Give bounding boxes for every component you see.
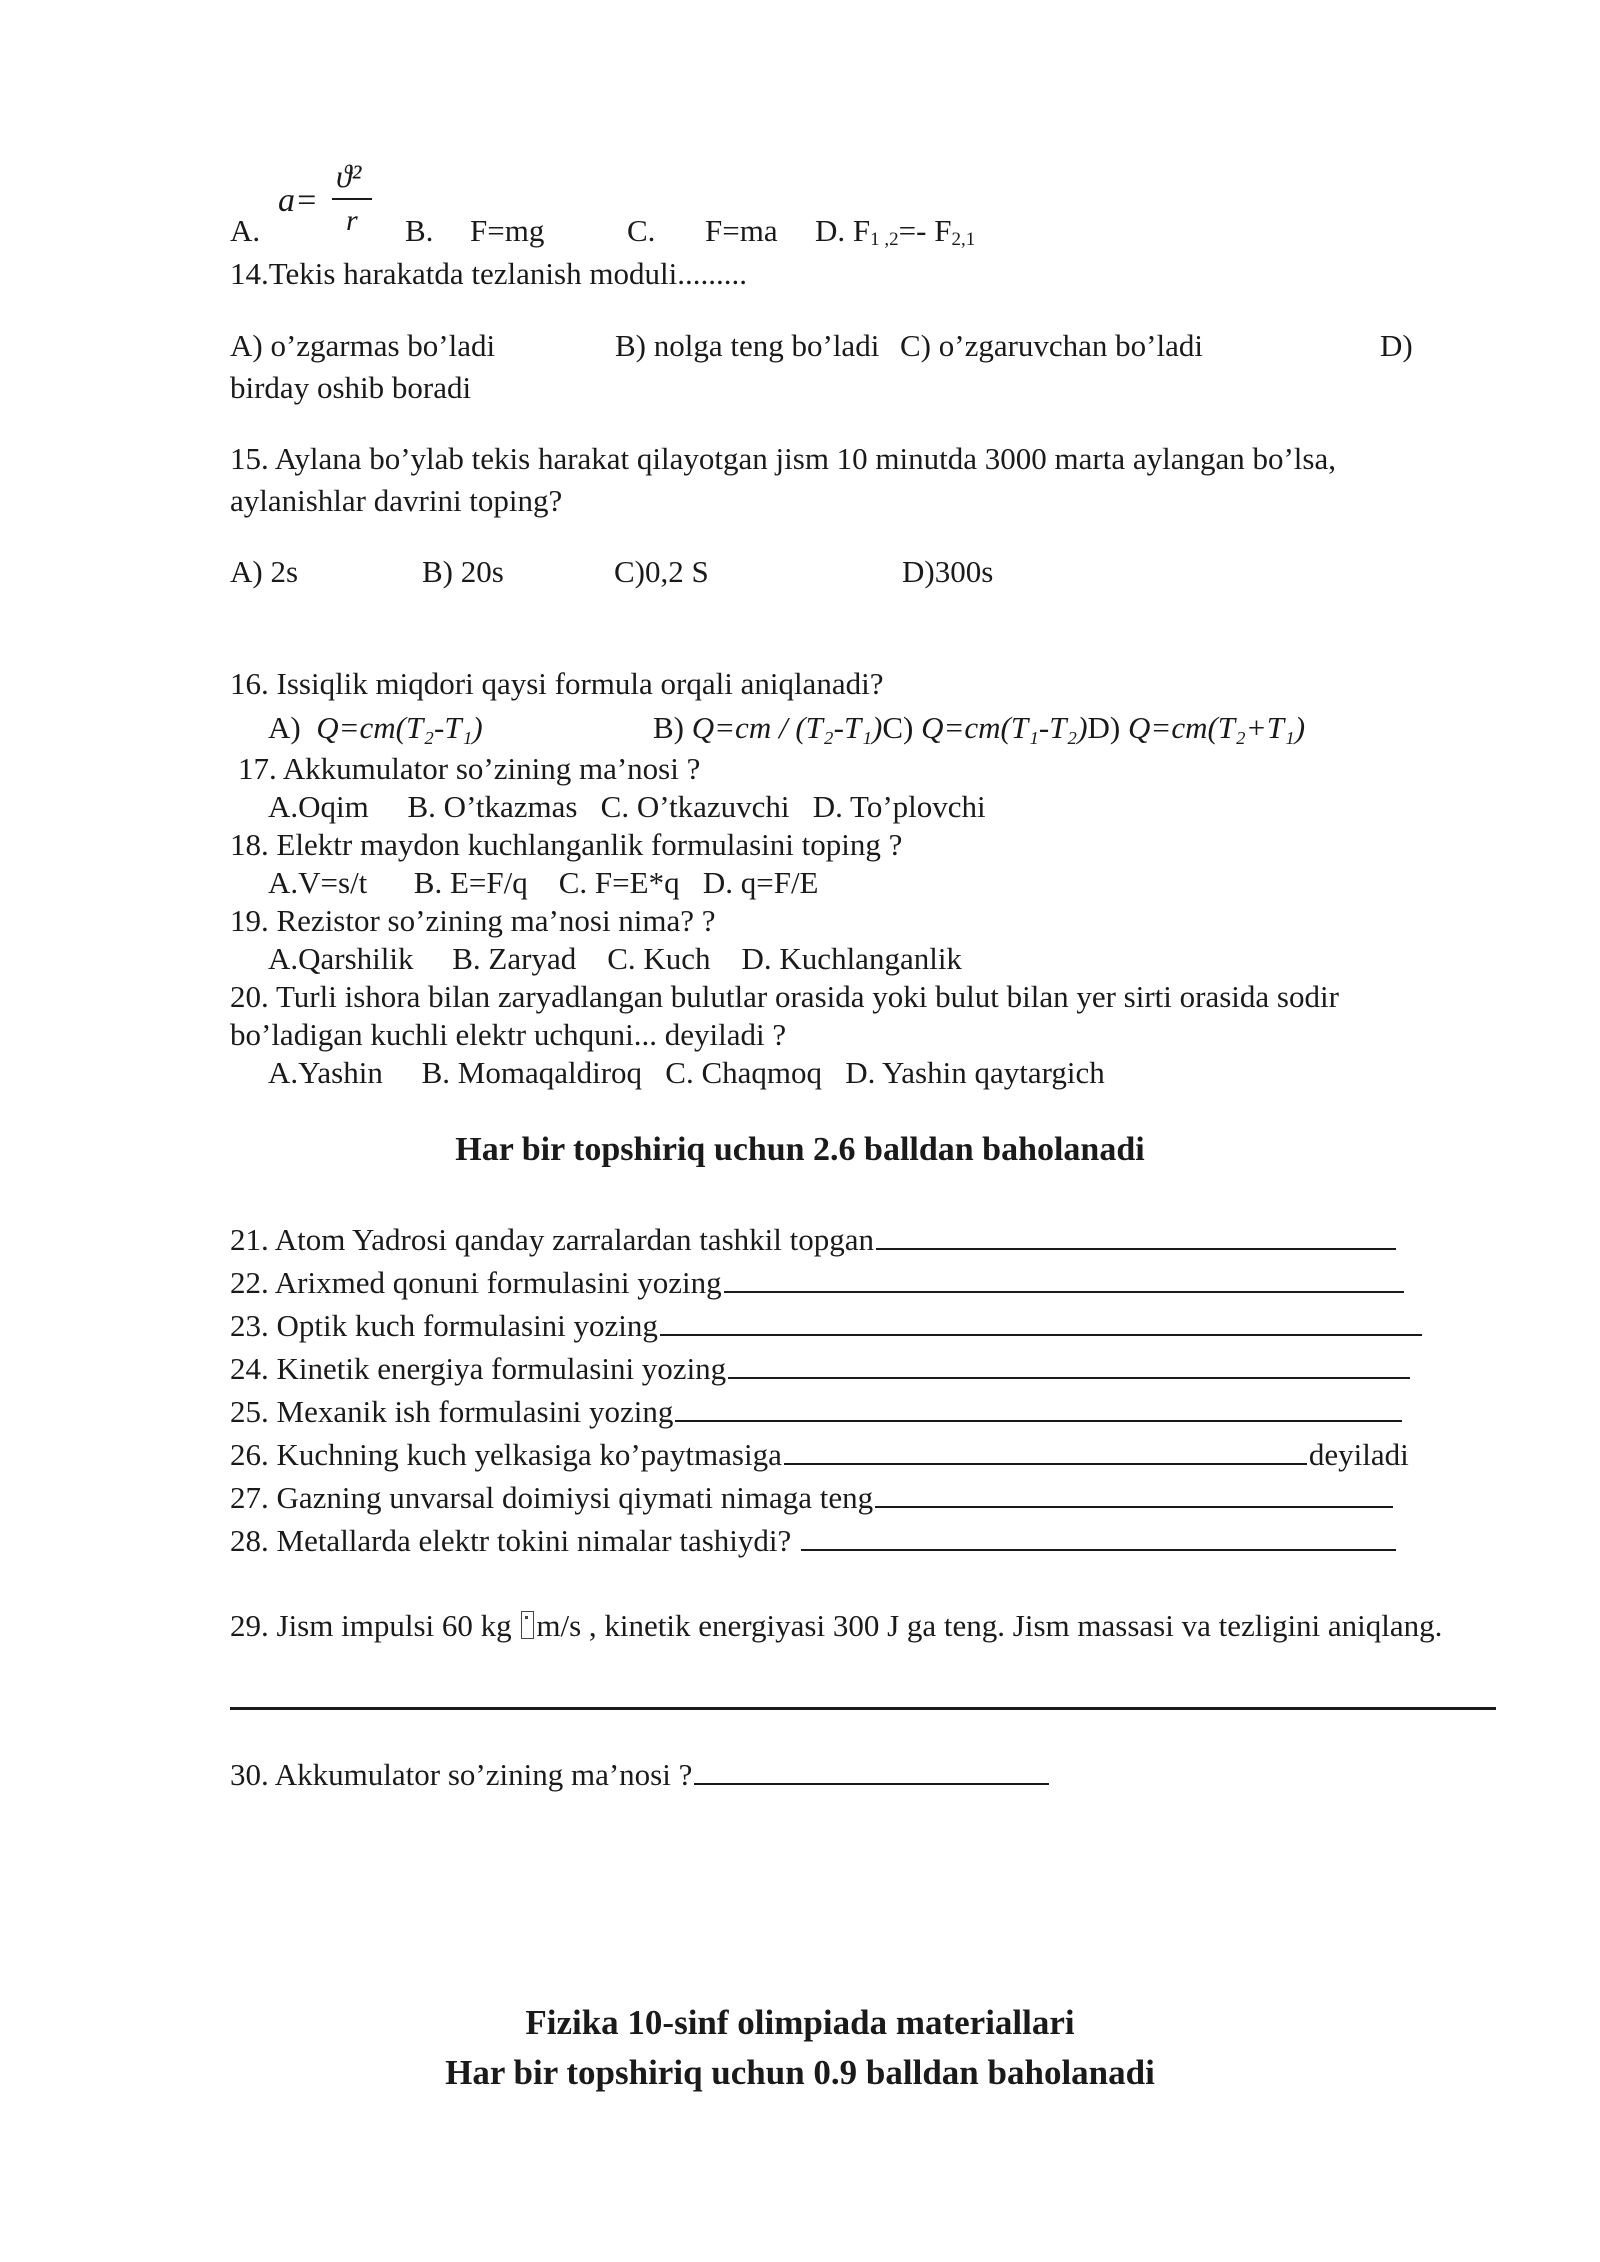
formula-denominator: r: [346, 204, 358, 237]
q23-item: 23. Optik kuch formulasini yozing: [230, 1308, 1422, 1341]
q18-answers: A.V=s/t B. E=F/q C. F=E*q D. q=F/E: [268, 865, 819, 900]
q14-option-d-text: birday oshib boradi: [230, 370, 472, 405]
q13-c-value: F=ma: [705, 213, 778, 248]
q25-item: 25. Mexanik ish formulasini yozing: [230, 1394, 1402, 1427]
q30-answer-blank[interactable]: [694, 1757, 1049, 1785]
q20-question-line1: 20. Turli ishora bilan zaryadlangan bulutlar orasida yoki bulut bilan yer sirti orasida sodir: [230, 979, 1339, 1014]
q18-question: 18. Elektr maydon kuchlanganlik formulasini toping ?: [230, 827, 903, 862]
q17-answers: A.Oqim B. O’tkazmas C. O’tkazuvchi D. To’plovchi: [268, 789, 986, 824]
q13-a-label: A.: [230, 213, 261, 248]
q26-answer-blank[interactable]: [784, 1437, 1307, 1465]
q17-question: 17. Akkumulator so’zining ma’nosi ?: [238, 751, 701, 786]
q28-item: 28. Metallarda elektr tokini nimalar tashiydi?: [230, 1523, 1396, 1556]
q29-question: 29. Jism impulsi 60 kg m/s , kinetik energiyasi 300 J ga teng. Jism massasi va tezligini aniqlang.: [230, 1608, 1443, 1643]
q27-answer-blank[interactable]: [875, 1480, 1393, 1508]
q24-answer-blank[interactable]: [728, 1351, 1410, 1379]
q15-question-line2: aylanishlar davrini toping?: [230, 483, 563, 518]
q15-option-d: D)300s: [902, 554, 994, 589]
q15-question-line1: 15. Aylana bo’ylab tekis harakat qilayotgan jism 10 minutda 3000 marta aylangan bo’lsa,: [230, 441, 1336, 476]
q26-item: 26. Kuchning kuch yelkasiga ko’paytmasiga deyiladi: [230, 1437, 1409, 1472]
q20-answers: A.Yashin B. Momaqaldiroq C. Chaqmoq D. Yashin qaytargich: [268, 1055, 1105, 1090]
acceleration-formula: [278, 150, 388, 240]
q14-question: 14.Tekis harakatda tezlanish moduli.........: [230, 256, 747, 291]
footer-subtitle: Har bir topshiriq uchun 0.9 balldan baholanadi: [445, 2053, 1155, 2092]
q14-option-d-label: D): [1380, 328, 1413, 363]
q13-c-label: C.: [627, 213, 656, 248]
q14-option-a: A) o’zgarmas bo’ladi: [230, 328, 496, 363]
q24-item: 24. Kinetik energiya formulasini yozing: [230, 1351, 1410, 1384]
q23-answer-blank[interactable]: [660, 1308, 1422, 1336]
placeholder-box-icon: [521, 1611, 534, 1639]
q14-option-c: C) o’zgaruvchan bo’ladi: [900, 328, 1203, 363]
q13-b-label: B.: [405, 213, 434, 248]
footer-title: Fizika 10-sinf olimpiada materiallari: [525, 2003, 1075, 2042]
q13-d-option: D. $F_{1 ,2}=-$ $F_{2,1}$: [815, 213, 976, 250]
q14-option-b: B) nolga teng bo’ladi: [615, 328, 880, 363]
q15-option-b: B) 20s: [422, 554, 504, 589]
q19-question: 19. Rezistor so’zining ma’nosi nima? ?: [230, 903, 716, 938]
q15-option-c: C)0,2 S: [614, 554, 709, 589]
q25-answer-blank[interactable]: [675, 1394, 1402, 1422]
formula-lhs: a=: [278, 182, 318, 219]
q22-answer-blank[interactable]: [724, 1265, 1404, 1293]
q30-item: 30. Akkumulator so’zining ma’nosi ?: [230, 1757, 1049, 1790]
q15-option-a: A) 2s: [230, 554, 299, 589]
formula-numerator: ϑ²: [336, 158, 362, 194]
q13-b-value: F=mg: [470, 213, 545, 248]
q21-answer-blank[interactable]: [876, 1222, 1396, 1250]
section-heading: Har bir topshiriq uchun 2.6 balldan baholanadi: [455, 1131, 1145, 1168]
q16-options: A) Q=cm(T₂-T₁): [268, 710, 483, 745]
q16-question: 16. Issiqlik miqdori qaysi formula orqali aniqlanadi?: [230, 666, 884, 701]
q27-item: 27. Gazning unvarsal doimiysi qiymati nimaga teng: [230, 1480, 1393, 1513]
answer-rule-line[interactable]: [230, 1707, 1496, 1710]
q22-item: 22. Arixmed qonuni formulasini yozing: [230, 1265, 1404, 1298]
q28-answer-blank[interactable]: [801, 1523, 1396, 1551]
q21-item: 21. Atom Yadrosi qanday zarralardan tashkil topgan: [230, 1222, 1396, 1255]
q20-question-line2: bo’ladigan kuchli elektr uchquni... deyiladi ?: [230, 1017, 787, 1052]
q19-answers: A.Qarshilik B. Zaryad C. Kuch D. Kuchlanganlik: [268, 941, 962, 976]
q16-options-bcd: B) Q=cm / (T₂-T₁)C) Q=cm(T₁-T₂)D) Q=cm(T₂+T₁): [653, 710, 1306, 745]
fraction-bar: [332, 198, 372, 200]
